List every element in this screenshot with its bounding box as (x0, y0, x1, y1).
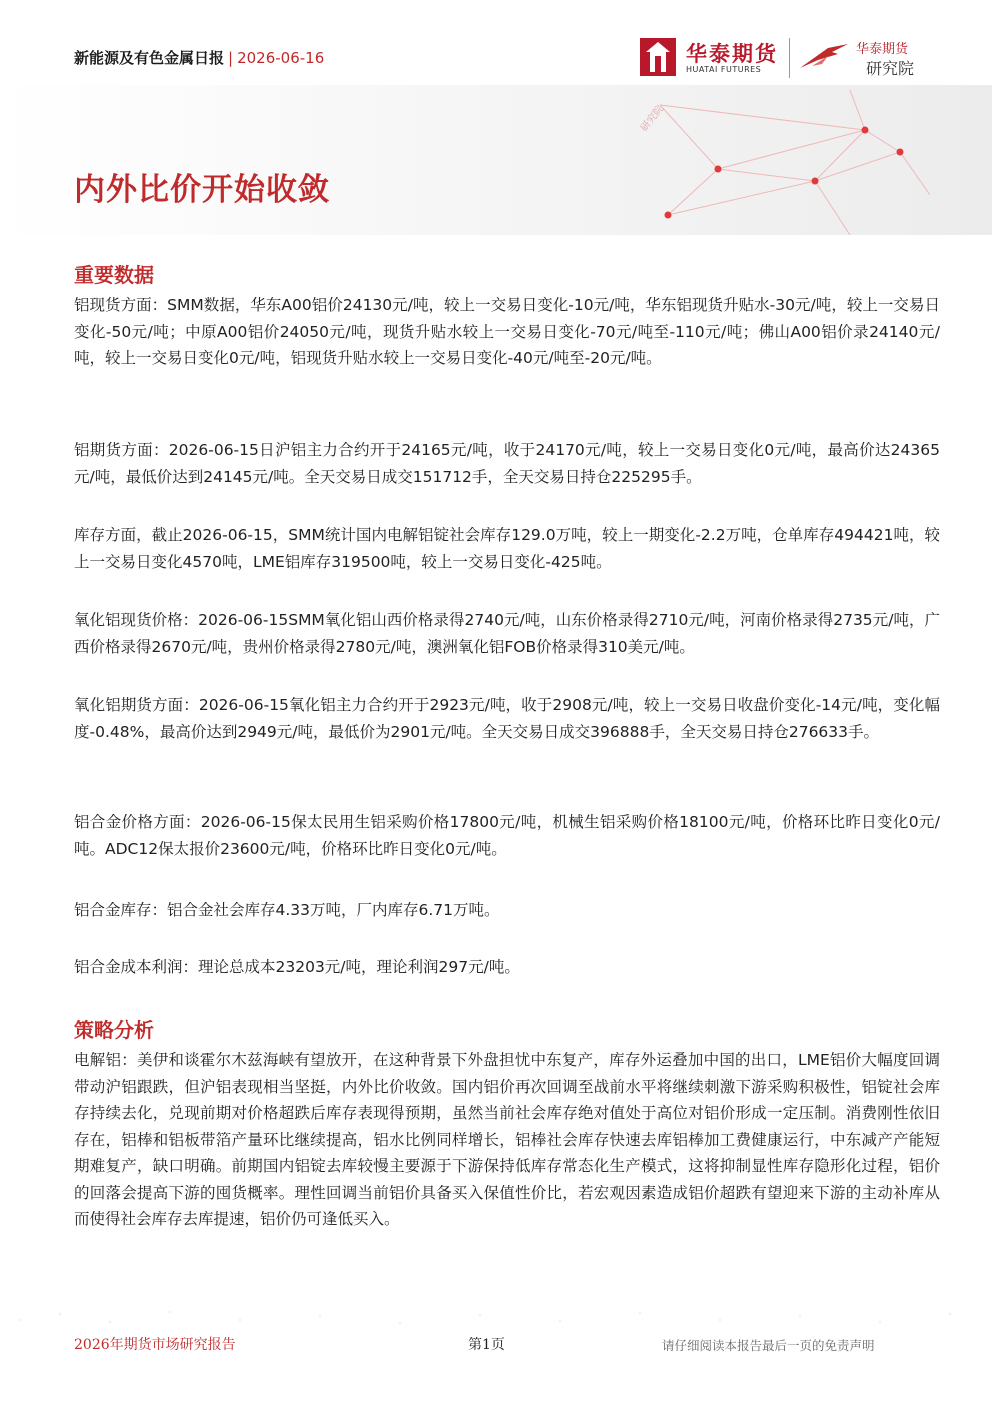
report-title: 内外比价开始收敛 (74, 172, 330, 208)
section-heading-key-data: 重要数据 (74, 263, 154, 287)
paragraph-inventory: 库存方面，截止2026-06-15，SMM统计国内电解铝锭社会库存129.0万吨，较上一期变化-2.2万吨，仓单库存494421吨，较上一交易日变化4570吨，LME铝库存319500吨，较上一交易日变化-425吨。 (74, 526, 940, 571)
institute-sub: 研究院 (866, 59, 915, 78)
section-heading-strategy: 策略分析 (74, 1018, 154, 1042)
page-number: 第1页 (468, 1337, 505, 1353)
watermark-stamp: 研究院 (639, 103, 667, 134)
report-header (74, 47, 324, 68)
paragraph-strategy-electrolytic-aluminum: 电解铝：美伊和谈霍尔木兹海峡有望放开，在这种背景下外盘担忧中东复产，库存外运叠加中国的出口，LME铝价大幅度回调带动沪铝跟跌，但沪铝表现相当坚挺，内外比价收敛。国内铝价再次回调至战前水平将继续刺激下游采购积极性，铝锭社会库存持续去化，兑现前期对价格超跌后库存表现得预期，虽然当前社会库存绝对值处于高位对铝价形成一定压制。消费刚性依旧存在，铝棒和铝板带箔产量环比继续提高，铝水比例同样增长，铝棒社会库存快速去库铝棒加工费健康运行，中东减产产能短期难复产，缺口明确。前期国内铝锭去库较慢主要源于下游保持低库存常态化生产模式，这将抑制显性库存隐形化过程，铝价的回落会提高下游的囤货概率。理性回调当前铝价具备买入保值性价比，若宏观因素造成铝价超跌有望迎来下游的主动补库从而使得社会库存去库提速，铝价仍可逢低买入。 (74, 1051, 940, 1228)
institute-logo (798, 36, 928, 80)
footer-pattern (0, 1290, 992, 1330)
logo-divider (789, 38, 790, 78)
paragraph-alumina-spot: 氧化铝现货价格：2026-06-15SMM氧化铝山西价格录得2740元/吨，山东价格录得2710元/吨，河南价格录得2735元/吨，广西价格录得2670元/吨，贵州价格录得2780元/吨，澳洲氧化铝FOB价格录得310美元/吨。 (74, 611, 940, 656)
header-separator: | (228, 49, 234, 67)
paragraph-alumina-futures: 氧化铝期货方面：2026-06-15氧化铝主力合约开于2923元/吨，收于2908元/吨，较上一交易日收盘价变化-14元/吨，变化幅度-0.48%，最高价达到2949元/吨，最低价为2901元/吨。全天交易日成交396888手，全天交易日持仓276633手。 (74, 696, 940, 741)
report-name: 新能源及有色金属日报 (74, 49, 225, 67)
logo-en: HUATAI FUTURES (686, 65, 762, 74)
paragraph-aluminum-futures: 铝期货方面：2026-06-15日沪铝主力合约开于24165元/吨，收于24170元/吨，较上一交易日变化0元/吨，最高价达24365元/吨，最低价达到24145元/吨。全天交易日成交151712手，全天交易日持仓225295手。 (74, 441, 940, 486)
paragraph-alloy-inventory: 铝合金库存：铝合金社会库存4.33万吨，厂内库存6.71万吨。 (74, 901, 500, 919)
institute-bird-icon (798, 42, 850, 70)
huatai-logo (640, 36, 780, 80)
huatai-logo-icon (640, 38, 676, 76)
report-date: 2026-06-16 (237, 49, 325, 67)
paragraph-alloy-price: 铝合金价格方面：2026-06-15保太民用生铝采购价格17800元/吨，机械生铝采购价格18100元/吨，价格环比昨日变化0元/吨。ADC12保太报价23600元/吨，价格环比昨日变化0元/吨。 (74, 813, 940, 858)
paragraph-aluminum-spot: 铝现货方面：SMM数据，华东A00铝价24130元/吨，较上一交易日变化-10元/吨，华东铝现货升贴水-30元/吨，较上一交易日变化-50元/吨；中原A00铝价24050元/吨，现货升贴水较上一交易日变化-70元/吨至-110元/吨；佛山A00铝价录24140元/吨，较上一交易日变化0元/吨，铝现货升贴水较上一交易日变化-40元/吨至-20元/吨。 (74, 296, 940, 367)
logo-cn: 华泰期货 (686, 42, 778, 66)
paragraph-alloy-cost-profit: 铝合金成本利润：理论总成本23203元/吨，理论利润297元/吨。 (74, 958, 520, 976)
footer-report-name: 2026年期货市场研究报告 (74, 1337, 236, 1353)
footer-disclaimer: 请仔细阅读本报告最后一页的免责声明 (662, 1338, 875, 1353)
institute-name: 华泰期货 (856, 42, 909, 57)
